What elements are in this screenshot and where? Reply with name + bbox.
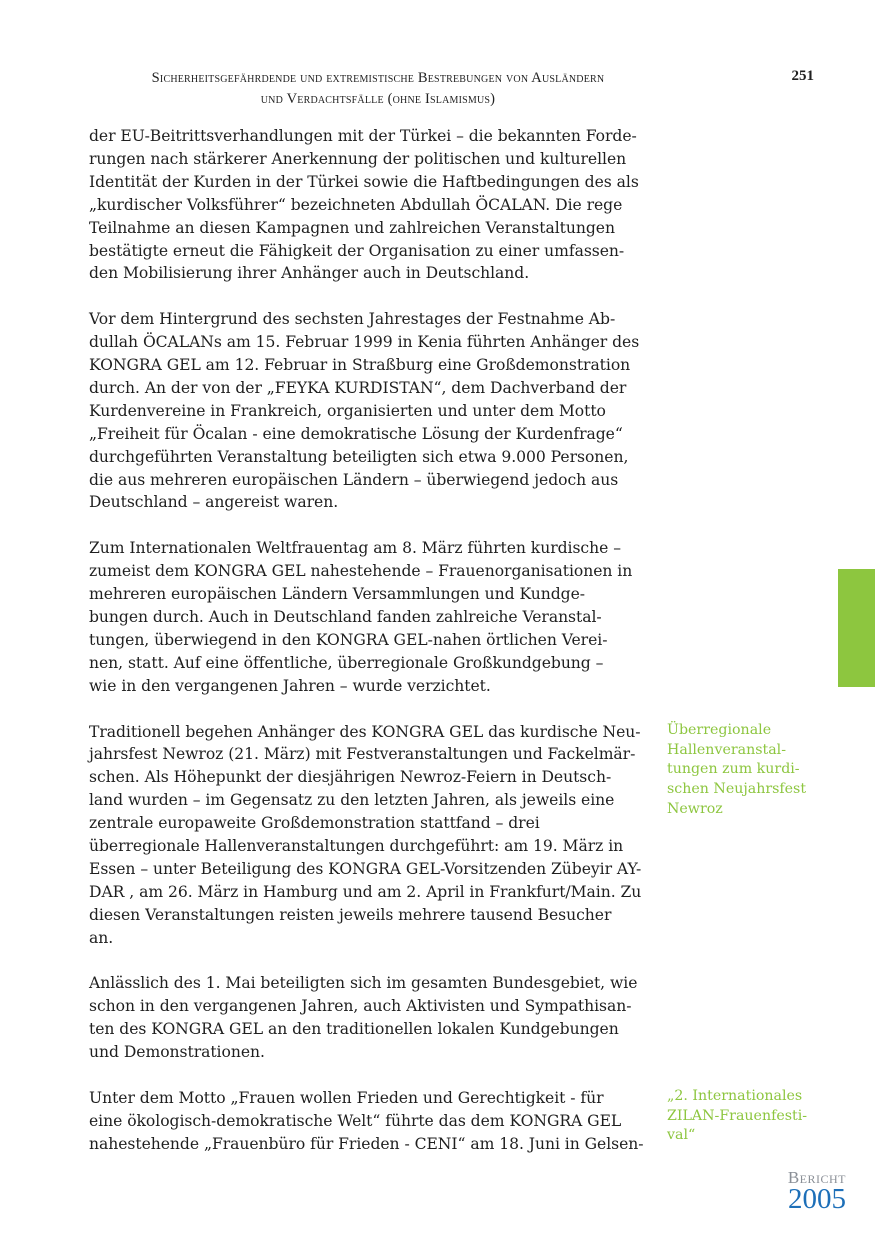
text-line: nen, statt. Auf eine öffentliche, überregionale Großkundgebung – xyxy=(89,653,604,672)
running-header xyxy=(88,68,668,110)
text-line: Vor dem Hintergrund des sechsten Jahrestages der Festnahme Ab- xyxy=(89,310,616,329)
margin-note-line: Überregionale xyxy=(667,722,772,738)
text-line: DAR , am 26. März in Hamburg und am 2. April in Frankfurt/Main. Zu xyxy=(89,882,642,901)
text-line: Zum Internationalen Weltfrauentag am 8. März führten kurdische – xyxy=(89,539,621,558)
text-line: land wurden – im Gegensatz zu den letzten Jahren, als jeweils eine xyxy=(89,791,615,810)
chapter-tab-marker xyxy=(838,569,875,687)
text-line: durch. An der von der „FEYKA KURDISTAN“, dem Dachverband der xyxy=(89,378,627,397)
text-line: eine ökologisch-demokratische Welt“ führte das dem KONGRA GEL xyxy=(89,1111,622,1130)
text-line: durchgeführten Veranstaltung beteiligten sich etwa 9.000 Personen, xyxy=(89,447,629,466)
paragraph xyxy=(89,972,649,1064)
margin-note-line: ZILAN-Frauenfesti- xyxy=(667,1107,808,1124)
text-line: Anlässlich des 1. Mai beteiligten sich im gesamten Bundesgebiet, wie xyxy=(89,974,638,993)
text-line: Teilnahme an diesen Kampagnen und zahlreichen Veranstaltungen xyxy=(89,218,615,237)
text-line: jahrsfest Newroz (21. März) mit Festveranstaltungen und Fackelmär- xyxy=(89,745,636,764)
paragraph xyxy=(89,537,649,697)
text-line: und Demonstrationen. xyxy=(89,1043,265,1062)
text-line: „Freiheit für Öcalan - eine demokratische Lösung der Kurdenfrage“ xyxy=(89,424,623,443)
margin-note-line: tungen zum kurdi- xyxy=(667,761,800,778)
text-line: KONGRA GEL am 12. Februar in Straßburg eine Großdemonstration xyxy=(89,356,631,375)
margin-note-zilan-festival xyxy=(667,1087,827,1146)
margin-note-newroz xyxy=(667,721,827,820)
paragraph xyxy=(89,721,649,950)
text-line: Essen – unter Beteiligung des KONGRA GEL-Vorsitzenden Zübeyir AY- xyxy=(89,859,642,878)
text-line: Identität der Kurden in der Türkei sowie die Haftbedingungen des als xyxy=(89,172,639,191)
text-line: bungen durch. Auch in Deutschland fanden zahlreiche Veranstal- xyxy=(89,608,602,626)
text-line: den Mobilisierung ihrer Anhänger auch in Deutschland. xyxy=(89,264,530,283)
report-label: Bericht xyxy=(787,1168,846,1187)
page-number: 251 xyxy=(791,68,814,84)
text-line: der EU-Beitrittsverhandlungen mit der Türkei – die bekannten Forde- xyxy=(89,127,637,145)
paragraph xyxy=(89,1087,649,1156)
margin-note-line: Hallenveranstal- xyxy=(667,741,787,758)
text-line: Kurdenvereine in Frankreich, organisierten und unter dem Motto xyxy=(89,401,606,420)
text-line: zumeist dem KONGRA GEL nahestehende – Frauenorganisationen in xyxy=(89,562,633,581)
text-line: schen. Als Höhepunkt der diesjährigen Newroz-Feiern in Deutsch- xyxy=(89,768,612,787)
margin-note-line: val“ xyxy=(667,1127,696,1144)
text-line: diesen Veranstaltungen reisten jeweils mehrere tausend Besucher xyxy=(89,905,612,924)
text-line: „kurdischer Volksführer“ bezeichneten Abdullah ÖCALAN. Die rege xyxy=(89,195,623,214)
text-line: Deutschland – angereist waren. xyxy=(89,493,339,512)
text-line: an. xyxy=(89,928,114,947)
text-line: schon in den vergangenen Jahren, auch Aktivisten und Sympathisan- xyxy=(89,997,632,1016)
text-line: ten des KONGRA GEL an den traditionellen lokalen Kundgebungen xyxy=(89,1020,619,1039)
text-line: bestätigte erneut die Fähigkeit der Organisation zu einer umfassen- xyxy=(89,241,625,260)
header-line-2: und Verdachtsfälle (ohne Islamismus) xyxy=(260,91,496,107)
text-line: überregionale Hallenveranstaltungen durchgeführt: am 19. März in xyxy=(89,837,624,856)
margin-note-line: schen Neujahrsfest xyxy=(667,781,807,798)
paragraph xyxy=(89,308,649,514)
text-line: nahestehende „Frauenbüro für Frieden - CENI“ am 18. Juni in Gelsen- xyxy=(89,1134,644,1153)
margin-note-line: Newroz xyxy=(667,800,723,817)
text-line: Traditionell begehen Anhänger des KONGRA GEL das kurdische Neu- xyxy=(89,722,641,741)
header-line-1: Sicherheitsgefährdende und extremistische Bestrebungen von Ausländern xyxy=(151,70,605,86)
text-line: zentrale europaweite Großdemonstration stattfand – drei xyxy=(89,814,540,833)
text-line: tungen, überwiegend in den KONGRA GEL-nahen örtlichen Verei- xyxy=(89,630,608,649)
text-line: dullah ÖCALANs am 15. Februar 1999 in Kenia führten Anhänger des xyxy=(89,333,640,352)
text-line: rungen nach stärkerer Anerkennung der politischen und kulturellen xyxy=(89,149,627,168)
text-line: mehreren europäischen Ländern Versammlungen und Kundge- xyxy=(89,585,585,604)
report-year: 2005 xyxy=(788,1183,846,1215)
text-line: wie in den vergangenen Jahren – wurde verzichtet. xyxy=(89,676,491,695)
text-line: Unter dem Motto „Frauen wollen Frieden und Gerechtigkeit - für xyxy=(89,1088,604,1107)
text-line: die aus mehreren europäischen Ländern – überwiegend jedoch aus xyxy=(89,470,619,489)
margin-note-line: „2. Internationales xyxy=(667,1088,803,1104)
body-text xyxy=(89,125,649,1179)
paragraph xyxy=(89,125,649,285)
